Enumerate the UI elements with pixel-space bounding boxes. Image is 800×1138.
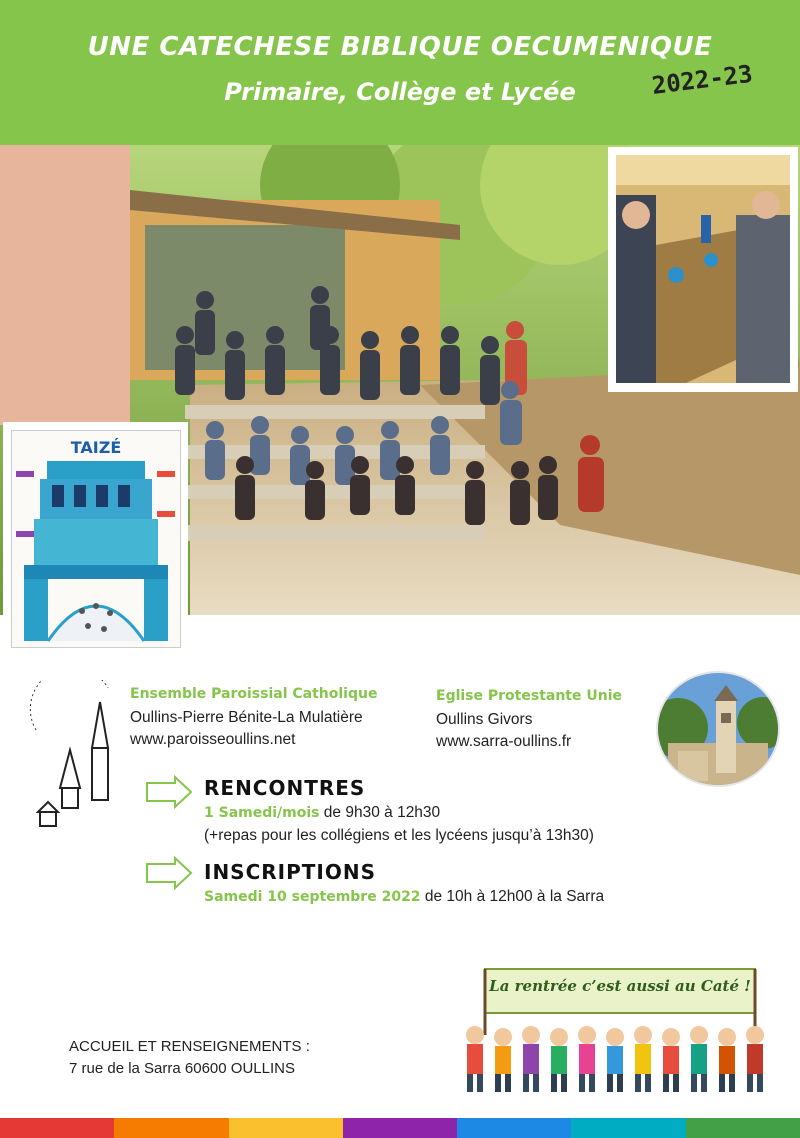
footer-stripe — [457, 1118, 571, 1138]
rencontres-meal-note: (+repas pour les collégiens et les lycéens jusqu’à 13h30) — [204, 827, 594, 844]
drawing-label: TAIZÉ — [70, 438, 122, 457]
header-band — [0, 0, 800, 145]
org-protestant-website[interactable]: www.sarra-oullins.fr — [436, 733, 572, 750]
inscriptions-schedule — [204, 888, 604, 906]
inscriptions-date: Samedi 10 septembre 2022 — [204, 889, 421, 905]
page-title: UNE CATECHESE BIBLIQUE OECUMENIQUE — [87, 32, 713, 62]
footer-stripe — [114, 1118, 228, 1138]
footer-color-bar — [0, 1118, 800, 1138]
inset-photo-frame — [608, 147, 798, 392]
accueil-heading: ACCUEIL ET RENSEIGNEMENTS : — [69, 1038, 310, 1055]
footer-stripe — [0, 1118, 114, 1138]
org-catholic-name: Ensemble Paroissial Catholique — [130, 686, 378, 702]
kids-banner-illustration — [455, 965, 785, 1100]
rencontres-heading: RENCONTRES — [204, 776, 366, 800]
school-year: 2022-23 — [650, 59, 755, 100]
taize-drawing-frame — [3, 422, 188, 654]
arrow-right-icon — [145, 775, 193, 809]
inscriptions-details: de 10h à 12h00 à la Sarra — [420, 888, 605, 905]
church-spires-icon — [28, 680, 128, 830]
footer-stripe — [343, 1118, 457, 1138]
accueil-address: 7 rue de la Sarra 60600 OULLINS — [69, 1060, 295, 1077]
church-photo — [658, 673, 778, 785]
footer-stripe — [229, 1118, 343, 1138]
org-protestant-name: Eglise Protestante Unie — [436, 688, 622, 704]
inscriptions-heading: INSCRIPTIONS — [204, 860, 376, 884]
table-photo — [616, 155, 790, 383]
footer-stripe — [571, 1118, 685, 1138]
church-logo-catholic — [28, 680, 128, 830]
org-catholic-website[interactable]: www.paroisseoullins.net — [130, 731, 296, 748]
table-photo-illustration — [616, 155, 790, 383]
rencontres-hours: de 9h30 à 12h30 — [319, 804, 441, 821]
church-tower-illustration — [658, 673, 778, 785]
rencontres-schedule — [204, 804, 440, 822]
taize-drawing-illustration — [12, 431, 180, 647]
kids-banner-text: La rentrée c’est aussi au Caté ! — [489, 977, 751, 995]
rencontres-frequency: 1 Samedi/mois — [204, 805, 320, 821]
org-catholic-place: Oullins-Pierre Bénite-La Mulatière — [130, 709, 363, 726]
org-protestant-place: Oullins Givors — [436, 711, 533, 728]
footer-stripe — [686, 1118, 800, 1138]
taize-drawing — [11, 430, 181, 648]
arrow-right-icon — [145, 856, 193, 890]
page-subtitle: Primaire, Collège et Lycée — [224, 78, 576, 106]
